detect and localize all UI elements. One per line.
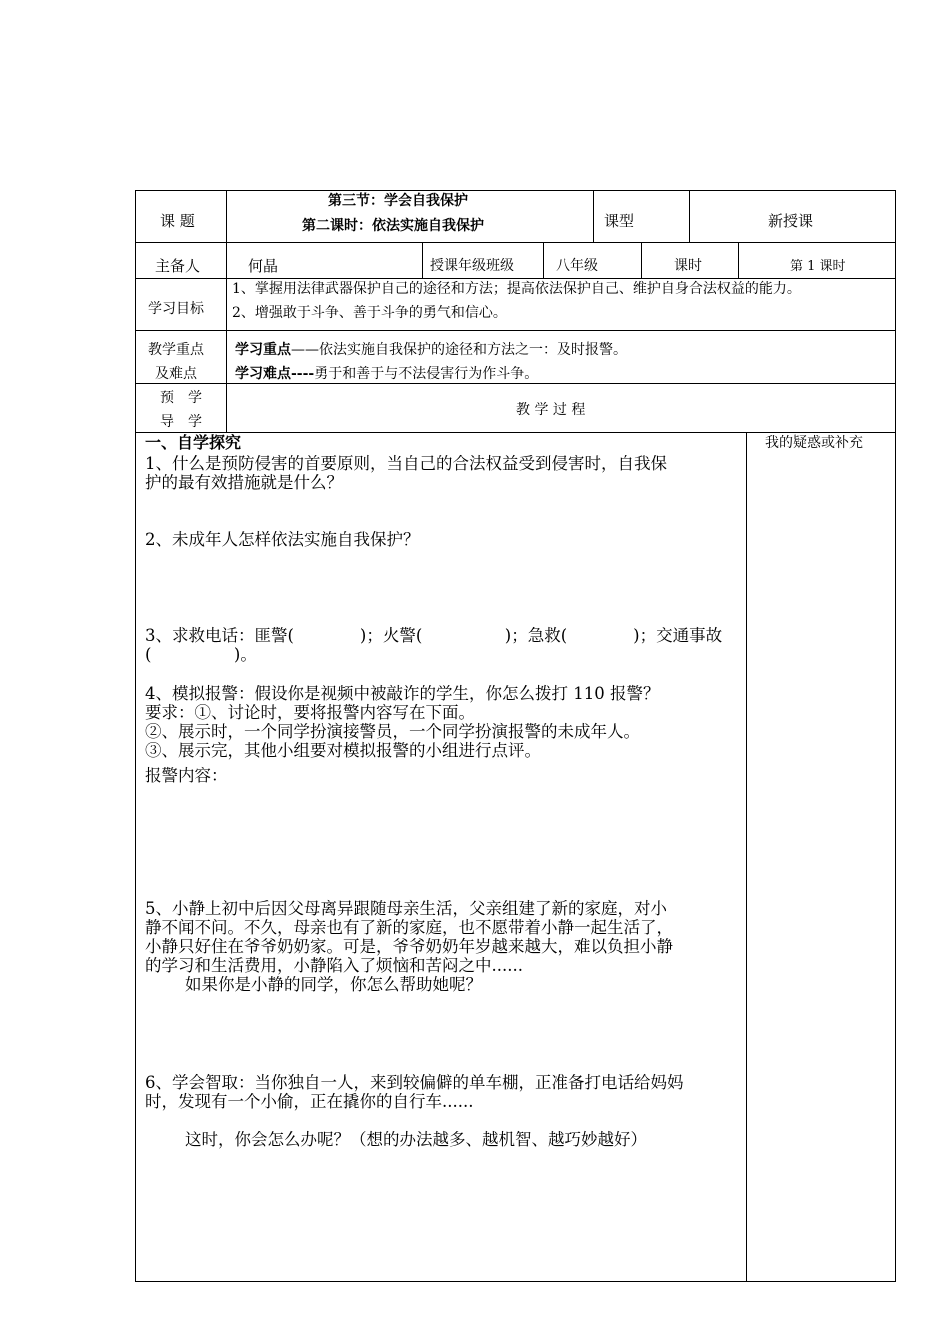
q4-line-1: 4、模拟报警：假设你是视频中被敲诈的学生，你怎么拨打 110 报警？ <box>145 684 660 703</box>
lesson-title: 第二课时：依法实施自我保护 <box>302 218 484 234</box>
col-divider-grade <box>422 242 423 279</box>
q4-line-2: 要求：①、讨论时，要将报警内容写在下面。 <box>145 703 475 722</box>
q4-line-4: ③、展示完，其他小组要对模拟报警的小组进行点评。 <box>145 741 541 760</box>
q5-line-4: 的学习和生活费用，小静陷入了烦恼和苦闷之中...... <box>145 956 523 975</box>
preview-label-2: 导 学 <box>160 414 202 430</box>
q4-line-5: 报警内容： <box>145 766 228 785</box>
preview-label-1: 预 学 <box>160 390 202 406</box>
q1-line-2: 护的最有效措施就是什么？ <box>145 473 343 492</box>
col-divider-type-value <box>689 190 690 243</box>
preparer-label: 主备人 <box>155 257 201 275</box>
q5-line-1: 5、小静上初中后因父母离异跟随母亲生活，父亲组建了新的家庭，对小 <box>145 899 667 918</box>
section-heading: 一、自学探究 <box>145 433 242 452</box>
period-label: 课时 <box>674 258 702 274</box>
goals-label: 学习目标 <box>148 301 204 317</box>
key-label-1: 教学重点 <box>148 342 204 358</box>
type-label: 课型 <box>604 212 635 230</box>
q1-line-1: 1、什么是预防侵害的首要原则，当自己的合法权益受到侵害时，自我保 <box>145 454 667 473</box>
goal-item-1: 1、掌握用法律武器保护自己的途径和方法；提高依法保护自己、维护自身合法权益的能力。 <box>232 281 801 297</box>
row-divider-2 <box>135 278 896 279</box>
q2: 2、未成年人怎样依法实施自我保护？ <box>145 530 420 549</box>
col-divider-grade-value <box>543 242 544 279</box>
q6-line-1: 6、学会智取：当你独自一人，来到较偏僻的单车棚，正准备打电话给妈妈 <box>145 1073 684 1092</box>
q5-line-2: 静不闻不问。不久，母亲也有了新的家庭，也不愿带着小静一起生活了， <box>145 918 673 937</box>
col-divider-type <box>593 190 594 243</box>
col-divider-label <box>226 190 227 433</box>
key-point-title: 学习重点 <box>235 342 291 358</box>
q5-line-3: 小静只好住在爷爷奶奶家。可是，爷爷奶奶年岁越来越大，难以负担小静 <box>145 937 673 956</box>
row-divider-4 <box>135 383 896 384</box>
preparer-value: 何晶 <box>248 257 279 275</box>
row-divider-1 <box>135 242 896 243</box>
difficulty-text: 勇于和善于与不法侵害行为作斗争。 <box>314 366 539 382</box>
q3-line-1: 3、求救电话：匪警( )；火警( )；急救( )；交通事故 <box>145 626 723 645</box>
notes-label: 我的疑惑或补充 <box>765 435 863 451</box>
key-point <box>235 341 627 359</box>
col-divider-period <box>641 242 642 279</box>
q5-line-5: 如果你是小静的同学，你怎么帮助她呢？ <box>185 975 482 994</box>
difficulty-title: 学习难点---- <box>235 366 315 382</box>
row-divider-3 <box>135 330 896 331</box>
key-label-2: 及难点 <box>155 366 197 382</box>
grade-label: 授课年级班级 <box>430 258 514 274</box>
col-divider-period-value <box>738 242 739 279</box>
col-divider-notes <box>746 432 747 1282</box>
period-value: 第 1 课时 <box>790 259 846 274</box>
topic-label: 课 题 <box>160 212 195 230</box>
type-value: 新授课 <box>768 212 814 230</box>
row-divider-5 <box>135 432 896 433</box>
key-point-text: ——依法实施自我保护的途径和方法之一：及时报警。 <box>291 342 627 358</box>
q6-line-3: 这时，你会怎么办呢？（想的办法越多、越机智、越巧妙越好） <box>185 1130 647 1149</box>
q3-line-2: ( )。 <box>145 645 257 664</box>
section-title: 第三节：学会自我保护 <box>328 193 468 209</box>
difficulty <box>235 365 538 383</box>
process-label: 教 学 过 程 <box>516 402 586 418</box>
q6-line-2: 时，发现有一个小偷，正在撬你的自行车...... <box>145 1092 474 1111</box>
grade-value: 八年级 <box>556 258 598 274</box>
q4-line-3: ②、展示时，一个同学扮演接警员，一个同学扮演报警的未成年人。 <box>145 722 640 741</box>
goal-item-2: 2、增强敢于斗争、善于斗争的勇气和信心。 <box>232 305 507 321</box>
